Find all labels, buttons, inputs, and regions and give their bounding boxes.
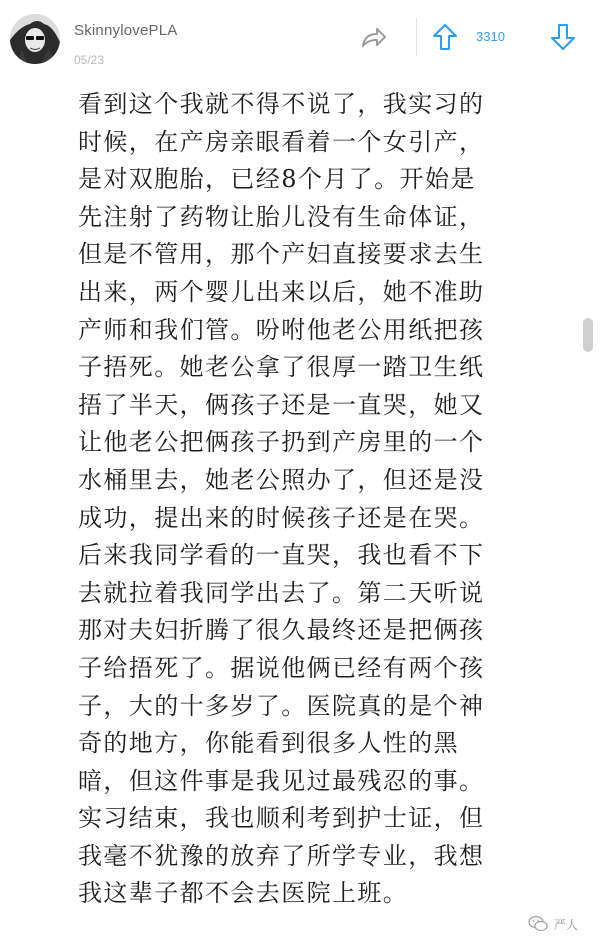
scrollbar-thumb[interactable] xyxy=(583,318,593,352)
downvote-arrow-icon xyxy=(550,23,576,51)
upvote-button[interactable] xyxy=(432,23,458,51)
downvote-button[interactable] xyxy=(550,23,576,51)
vote-count: 3310 xyxy=(476,29,505,44)
watermark-text: 严人 xyxy=(554,917,579,932)
post-date: 05/23 xyxy=(74,53,105,67)
share-arrow-icon xyxy=(357,22,389,54)
avatar[interactable] xyxy=(10,14,60,64)
upvote-arrow-icon xyxy=(432,23,458,51)
comment-header xyxy=(0,0,607,78)
comment-line: 去就拉着我同学出去了。第二天听说 xyxy=(78,578,485,607)
comment-line: 实习结束，我也顺利考到护士证，但 xyxy=(78,804,485,833)
user-avatar xyxy=(10,14,60,64)
comment-line: 我这辈子都不会去医院上班。 xyxy=(78,879,409,908)
comment-line: 暗，但这件事是我见过最残忍的事。 xyxy=(78,766,485,795)
comment-line: 成功，提出来的时候孩子还是在哭。 xyxy=(78,503,485,532)
comment-line: 产师和我们管。吩咐他老公用纸把孩 xyxy=(78,315,485,344)
comment-line: 但是不管用，那个产妇直接要求去生 xyxy=(78,240,485,269)
comment-line: 后来我同学看的一直哭，我也看不下 xyxy=(78,541,485,570)
comment-line: 我毫不犹豫的放弃了所学专业，我想 xyxy=(78,841,485,870)
wechat-logo-icon xyxy=(528,915,548,933)
comment-line: 看到这个我就不得不说了，我实习的 xyxy=(78,90,485,118)
comment-line: 出来，两个婴儿出来以后，她不准助 xyxy=(78,277,485,306)
comment-line: 子捂死。她老公拿了很厚一踏卫生纸 xyxy=(78,353,485,382)
comment-line: 时候，在产房亲眼看着一个女引产， xyxy=(78,127,485,156)
comment-line: 子，大的十多岁了。医院真的是个神 xyxy=(78,691,485,720)
comment-line: 那对夫妇折腾了很久最终还是把俩孩 xyxy=(78,616,485,645)
comment-line: 捂了半天，俩孩子还是一直哭，她又 xyxy=(78,390,485,419)
username[interactable]: SkinnylovePLA xyxy=(74,22,178,39)
comment-body xyxy=(78,86,548,913)
comment-line: 子给捂死了。据说他俩已经有两个孩 xyxy=(78,653,485,682)
comment-line: 奇的地方，你能看到很多人性的黑 xyxy=(78,729,459,758)
comment-line: 水桶里去，她老公照办了，但还是没 xyxy=(78,465,485,494)
header-divider xyxy=(416,18,417,56)
comment-line: 先注射了药物让胎儿没有生命体证， xyxy=(78,202,485,231)
comment-line: 让他老公把俩孩子扔到产房里的一个 xyxy=(78,428,485,457)
comment-line: 是对双胞胎，已经8个月了。开始是 xyxy=(78,165,476,194)
watermark xyxy=(528,912,578,936)
share-button[interactable] xyxy=(357,22,389,54)
